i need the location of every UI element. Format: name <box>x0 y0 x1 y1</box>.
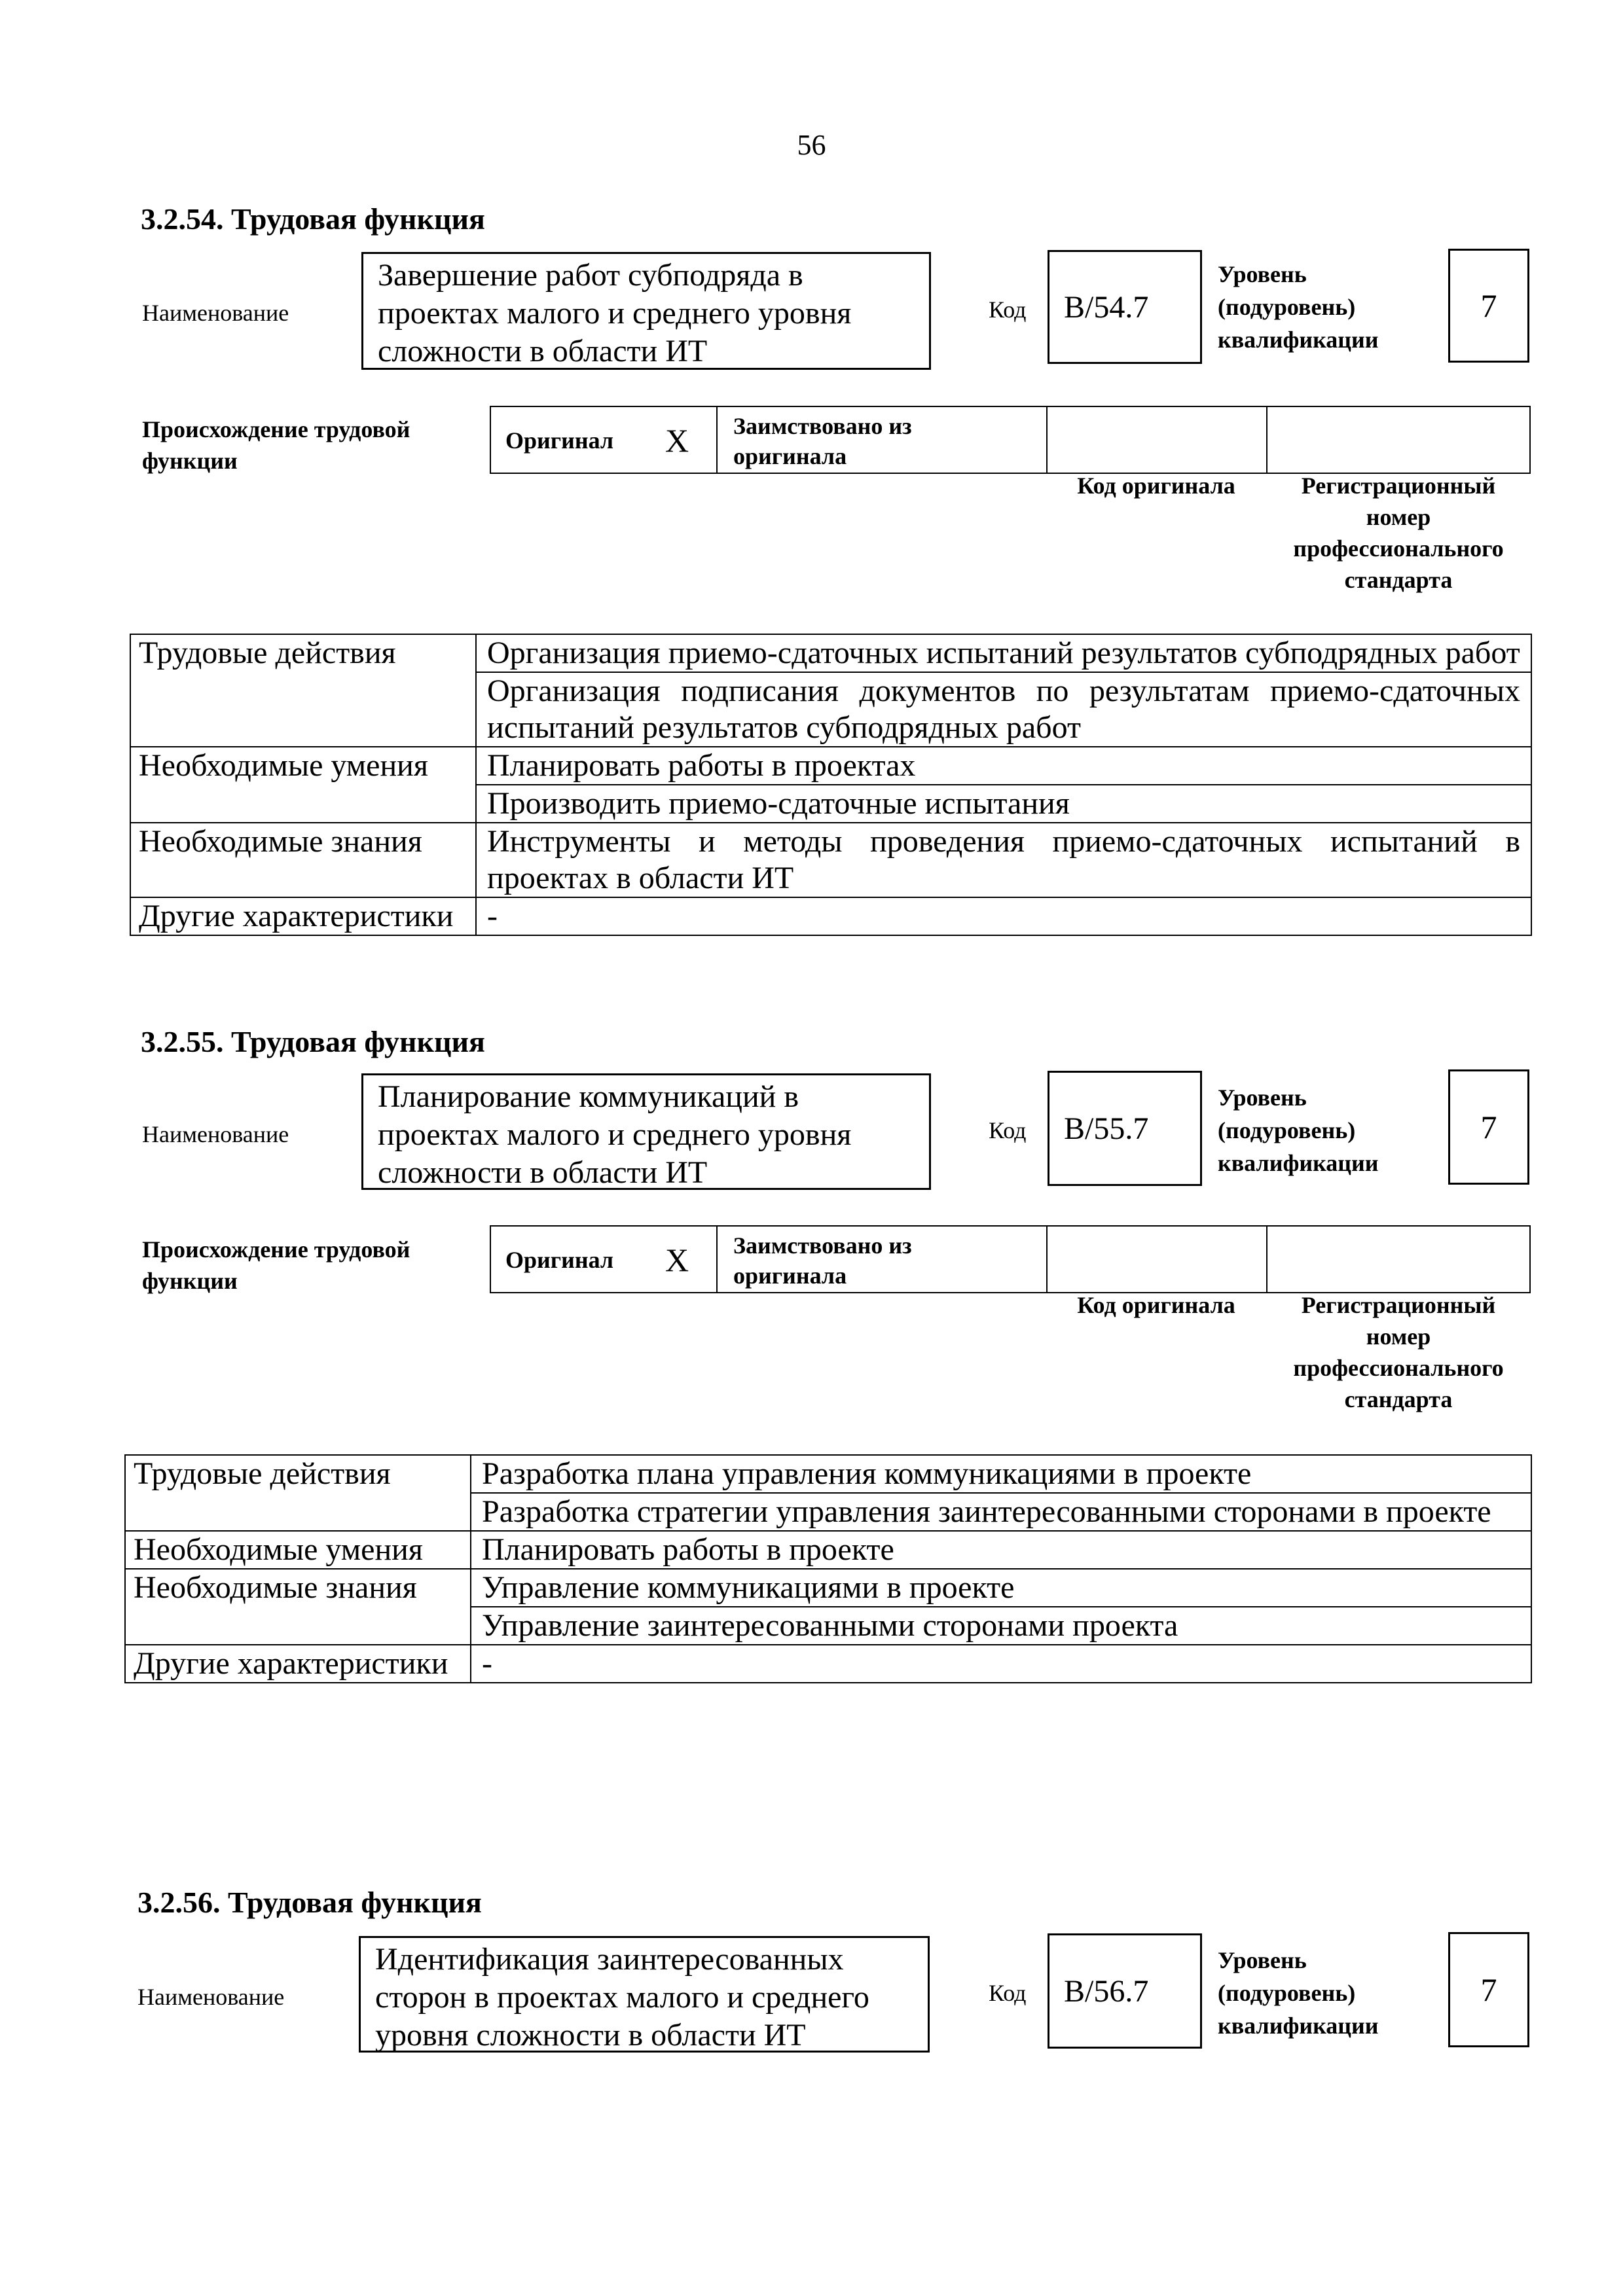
action-item: Организация подписания документов по результатам приемо-сдаточных испытаний результатов субподрядных работ <box>476 672 1531 747</box>
original-label: Оригинал <box>505 427 614 454</box>
table-row <box>125 1645 1531 1683</box>
function-name-line: Завершение работ субподряда в <box>378 258 803 293</box>
function-name-line: Идентификация заинтересованных <box>375 1942 844 1977</box>
details-table <box>124 1454 1532 1683</box>
table-row <box>130 747 1531 785</box>
level-box: 7 <box>1448 249 1529 363</box>
function-name-line: сложности в области ИТ <box>378 1155 708 1190</box>
code-box: B/55.7 <box>1048 1071 1202 1186</box>
function-name-line: сторон в проектах малого и среднего <box>375 1980 869 2015</box>
level-label: Уровень (подуровень) квалификации <box>1218 1085 1379 1176</box>
other-label: Другие характеристики <box>130 897 476 935</box>
skills-label: Необходимые умения <box>125 1531 471 1569</box>
code-box: B/54.7 <box>1048 250 1202 364</box>
origin-label: Происхождение трудовой функции <box>142 416 410 474</box>
name-label: Наименование <box>137 1984 285 2010</box>
other-value: - <box>476 897 1531 935</box>
skill-item: Планировать работы в проекте <box>471 1531 1531 1569</box>
details-table <box>130 634 1532 936</box>
orig-code-cell <box>1048 407 1267 473</box>
function-name-line: уровня сложности в области ИТ <box>375 2018 806 2053</box>
knowledge-item: Управление заинтересованными сторонами проекта <box>471 1607 1531 1645</box>
skill-item: Планировать работы в проектах <box>476 747 1531 785</box>
original-cell <box>491 1227 718 1292</box>
level-box: 7 <box>1448 1069 1529 1185</box>
section-title: 3.2.55. Трудовая функция <box>141 1025 485 1058</box>
section-title: 3.2.54. Трудовая функция <box>141 202 485 236</box>
action-item: Разработка стратегии управления заинтересованными сторонами в проекте <box>471 1493 1531 1531</box>
knowledge-item: Управление коммуникациями в проекте <box>471 1569 1531 1607</box>
action-item: Разработка плана управления коммуникациями в проекте <box>471 1455 1531 1493</box>
knowledge-label: Необходимые знания <box>125 1569 471 1645</box>
level-box: 7 <box>1448 1932 1529 2047</box>
table-row <box>125 1531 1531 1569</box>
original-mark: X <box>665 1242 689 1278</box>
table-row <box>130 634 1531 672</box>
function-name-line: проектах малого и среднего уровня <box>378 296 852 331</box>
actions-label: Трудовые действия <box>130 634 476 747</box>
function-name-box <box>361 252 931 370</box>
skills-label: Необходимые умения <box>130 747 476 823</box>
function-name-line: сложности в области ИТ <box>378 334 708 368</box>
function-name-box <box>361 1073 931 1190</box>
original-label: Оригинал <box>505 1247 614 1273</box>
borrowed-cell: Заимствовано из оригинала <box>718 407 1048 473</box>
actions-label: Трудовые действия <box>125 1455 471 1531</box>
table-row <box>125 1569 1531 1607</box>
table-row <box>130 823 1531 897</box>
other-value: - <box>471 1645 1531 1683</box>
code-label: Код <box>989 1117 1027 1143</box>
table-row <box>125 1455 1531 1493</box>
orig-code-label: Код оригинала <box>1077 473 1235 499</box>
reg-number-label: Регистрационный номер профессионального стандарта <box>1293 473 1504 593</box>
function-name-line: проектах малого и среднего уровня <box>378 1117 852 1152</box>
level-label: Уровень (подуровень) квалификации <box>1218 261 1379 353</box>
borrowed-cell: Заимствовано из оригинала <box>718 1227 1048 1292</box>
name-label: Наименование <box>142 1121 289 1147</box>
function-name-line: Планирование коммуникаций в <box>378 1079 799 1114</box>
table-row <box>130 897 1531 935</box>
orig-code-label: Код оригинала <box>1077 1292 1235 1318</box>
original-cell <box>491 407 718 473</box>
level-label: Уровень (подуровень) квалификации <box>1218 1947 1379 2039</box>
origin-row <box>490 1225 1531 1293</box>
code-label: Код <box>989 296 1027 323</box>
origin-row <box>490 406 1531 474</box>
action-item: Организация приемо-сдаточных испытаний результатов субподрядных работ <box>476 634 1531 672</box>
original-mark: X <box>665 422 689 459</box>
code-box: B/56.7 <box>1048 1933 1202 2049</box>
section-title: 3.2.56. Трудовая функция <box>137 1886 482 1919</box>
skill-item: Производить приемо-сдаточные испытания <box>476 785 1531 823</box>
knowledge-item: Инструменты и методы проведения приемо-сдаточных испытаний в проектах в области ИТ <box>476 823 1531 897</box>
origin-label: Происхождение трудовой функции <box>142 1236 410 1294</box>
reg-number-label: Регистрационный номер профессионального стандарта <box>1293 1292 1504 1412</box>
function-name-box <box>359 1936 930 2053</box>
code-label: Код <box>989 1980 1027 2006</box>
orig-code-cell <box>1048 1227 1267 1292</box>
knowledge-label: Необходимые знания <box>130 823 476 897</box>
reg-number-cell <box>1267 407 1529 473</box>
reg-number-cell <box>1267 1227 1529 1292</box>
page-number: 56 <box>797 129 826 161</box>
name-label: Наименование <box>142 300 289 326</box>
other-label: Другие характеристики <box>125 1645 471 1683</box>
